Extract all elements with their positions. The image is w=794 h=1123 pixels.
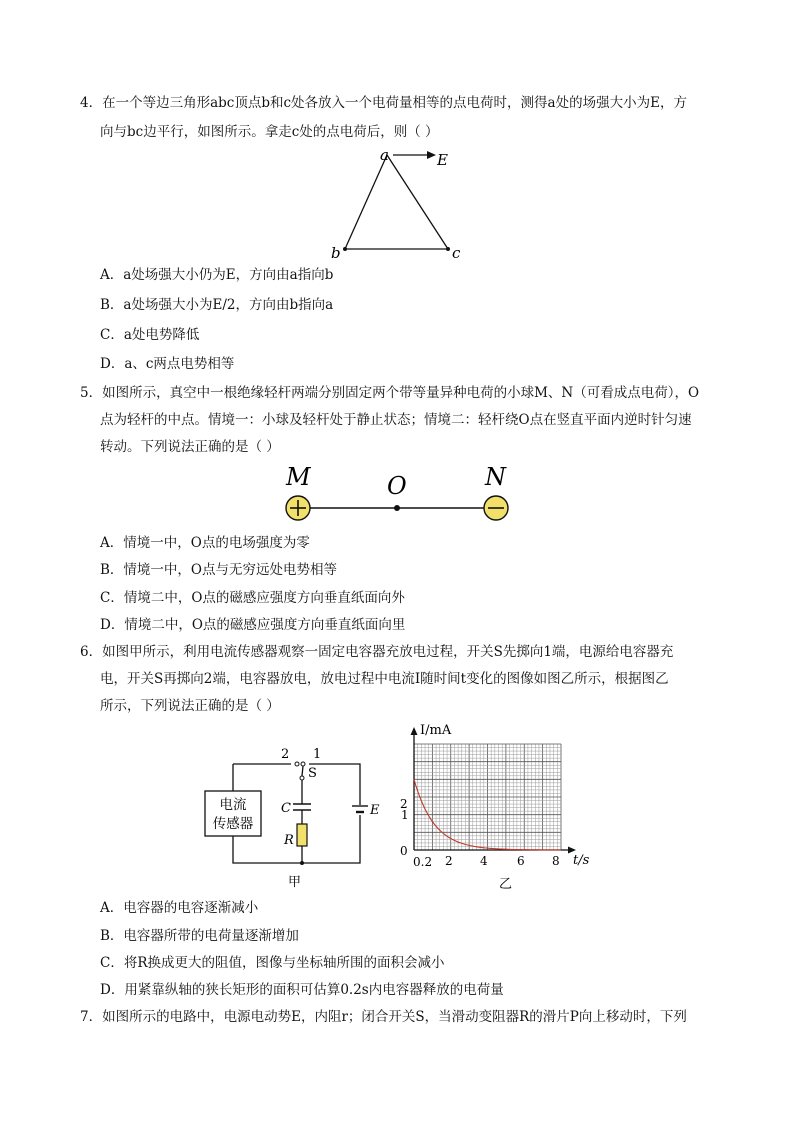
q4-label-c: c [452, 244, 461, 262]
arrow-icon [427, 151, 436, 159]
q4-stem-line1: 4．在一个等边三角形abc顶点b和c处各放入一个电荷量相等的点电荷时，测得a处的场强大小为E，方 [80, 95, 687, 111]
resistor-icon [297, 824, 307, 846]
q5-rod-figure [270, 460, 530, 530]
q5-stem-line1: 5．如图所示，真空中一根绝缘轻杆两端分别固定两个带等量异种电荷的小球M、N（可看成点电荷），O [80, 385, 700, 401]
q4-triangle-figure [330, 144, 470, 264]
q5-stem-line2: 点为轻杆的中点。情境一：小球及轻杆处于静止状态；情境二：轻杆绕O点在竖直平面内逆时针匀速 [100, 412, 692, 428]
q4-option-a: A．a处场强大小仍为E，方向由a指向b [100, 267, 334, 283]
x-tick-8: 8 [552, 854, 560, 868]
q6-current-time-graph [395, 722, 600, 892]
q6-stem-line2: 电，开关S再掷向2端，电容器放电，放电过程中电流I随时间t变化的图像如图乙所示，根据图乙 [100, 671, 669, 687]
q4-label-a: a [380, 146, 389, 164]
x-tick-2: 2 [445, 854, 453, 868]
q6-option-b: B．电容器所带的电荷量逐渐增加 [100, 928, 299, 944]
q4-label-b: b [331, 244, 341, 262]
y-tick-2: 2 [400, 797, 408, 811]
x-tick-4: 4 [480, 854, 488, 868]
sensor-label-2: 传感器 [212, 816, 254, 832]
terminal-1-label: 1 [313, 747, 322, 762]
y-tick-1: 1 [401, 808, 409, 822]
q5-label-M: M [286, 463, 311, 491]
x-tick-0.2: 0.2 [413, 855, 433, 869]
terminal-2-label: 2 [281, 747, 290, 762]
q6-option-d: D．用紧靠纵轴的狭长矩形的面积可估算0.2s内电容器释放的电荷量 [100, 982, 504, 998]
sensor-label-1: 电流 [219, 797, 247, 813]
q5-stem-line3: 转动。下列说法正确的是（ ） [100, 439, 280, 455]
y-axis-label: I/mA [420, 723, 452, 738]
q5-label-N: N [485, 463, 506, 491]
battery-label: E [370, 803, 380, 818]
q5-option-b: B．情境一中，O点与无穷远处电势相等 [100, 562, 337, 578]
capacitor-label: C [281, 801, 291, 816]
q7-stem-line1: 7．如图所示的电路中，电源电动势E，内阻r；闭合开关S，当滑动变阻器R的滑片P向上移动时，下列 [80, 1009, 687, 1025]
switch-icon [300, 776, 304, 780]
q6-option-c: C．将R换成更大的阻值，图像与坐标轴所围的面积会减小 [100, 955, 445, 971]
q5-option-d: D．情境二中，O点的磁感应强度方向垂直纸面向里 [100, 617, 406, 633]
graph-caption: 乙 [499, 877, 513, 892]
q4-stem-line2: 向与bc边平行，如图所示。拿走c处的点电荷后，则（ ） [100, 124, 439, 140]
y-tick-0: 0 [400, 844, 408, 858]
x-tick-6: 6 [517, 854, 525, 868]
resistor-label: R [284, 833, 294, 848]
q4-option-d: D．a、c两点电势相等 [100, 356, 235, 372]
switch-label: S [308, 766, 317, 781]
q4-option-c: C．a处电势降低 [100, 327, 200, 343]
x-axis-label: t/s [573, 853, 590, 868]
q6-stem-line1: 6．如图甲所示，利用电流传感器观察一固定电容器充放电过程，开关S先掷向1端，电源给电容器充 [80, 644, 674, 660]
circuit-caption: 甲 [288, 875, 302, 890]
q4-option-b: B．a处场强大小为E/2，方向由b指向a [100, 297, 334, 313]
y-axis-arrow-icon [411, 727, 418, 735]
q6-stem-line3: 所示，下列说法正确的是（ ） [100, 698, 280, 714]
q6-option-a: A．电容器的电容逐渐减小 [100, 900, 259, 916]
q4-label-E: E [437, 151, 448, 169]
q6-circuit-figure [195, 740, 395, 890]
q5-option-a: A．情境一中，O点的电场强度为零 [100, 535, 310, 551]
q5-label-O: O [387, 472, 407, 500]
q5-option-c: C．情境二中，O点的磁感应强度方向垂直纸面向外 [100, 590, 405, 606]
